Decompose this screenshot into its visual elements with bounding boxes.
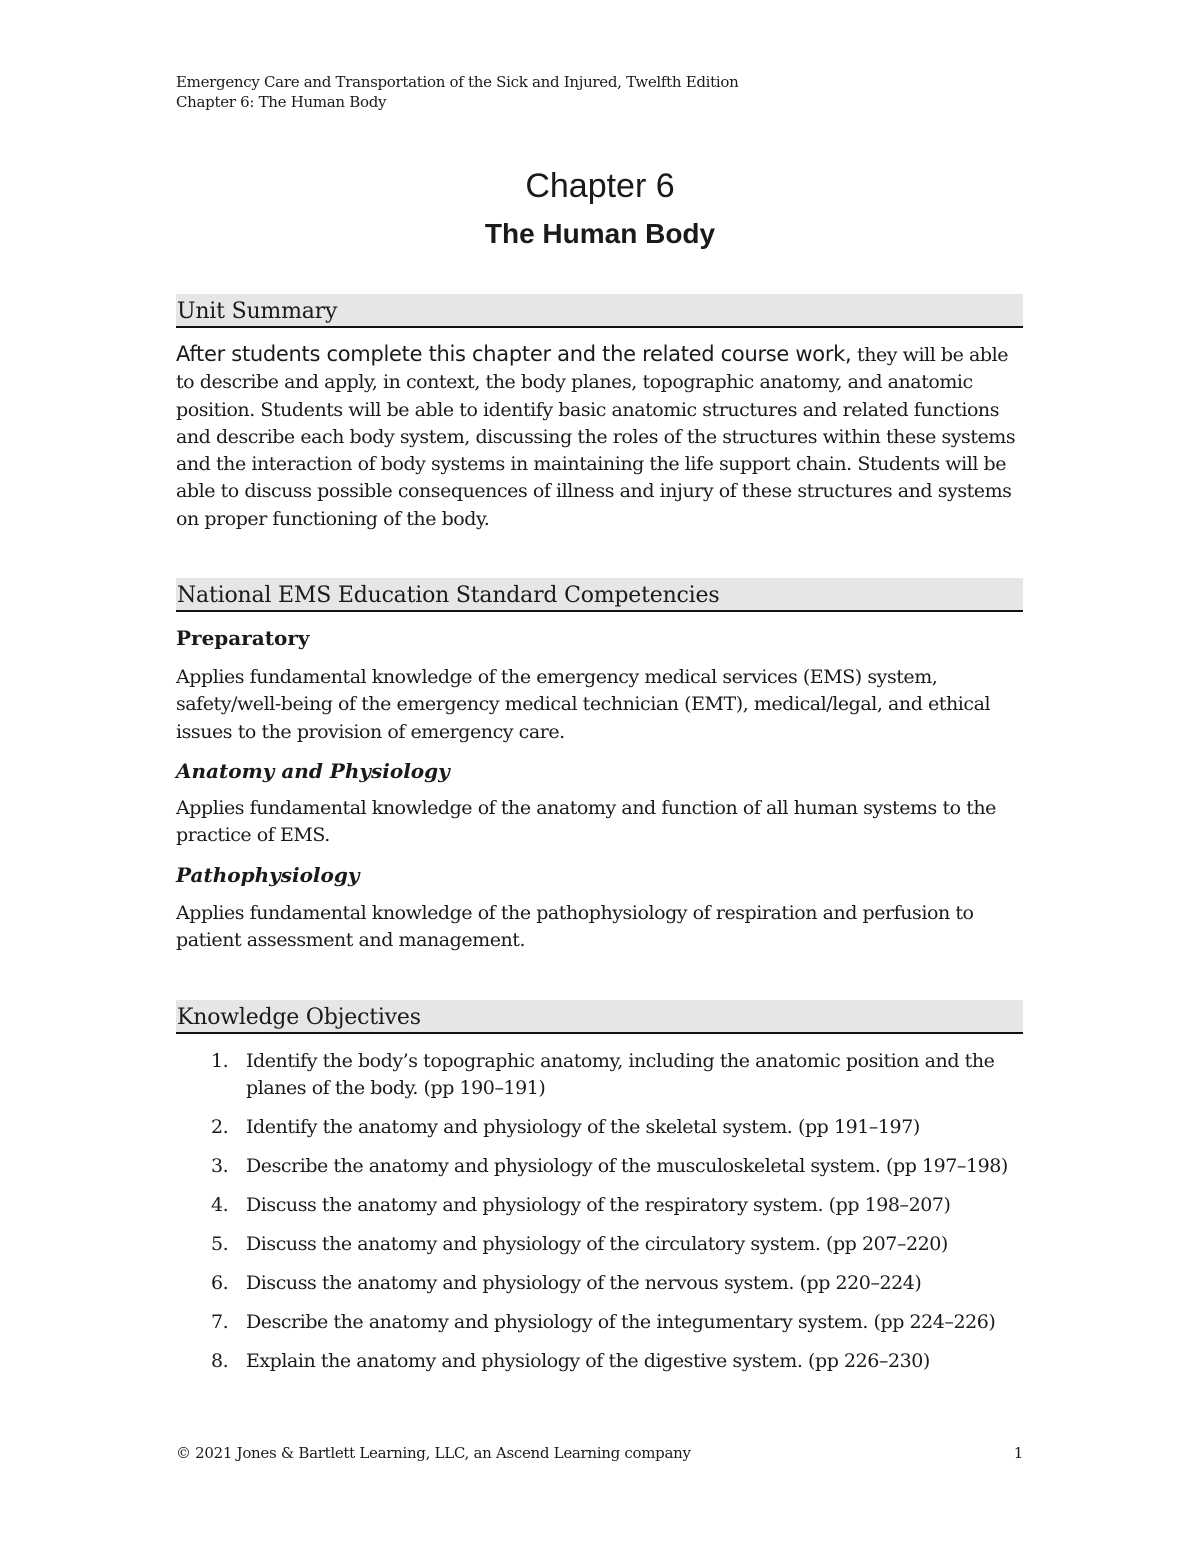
section-heading-unit-summary: Unit Summary xyxy=(176,294,1023,328)
list-item xyxy=(176,1153,1026,1180)
chapter-line: Chapter 6: The Human Body xyxy=(176,93,387,111)
list-item-text: Identify the body’s topographic anatomy, including the anatomic position and the planes of the body. (pp 190–191) xyxy=(246,1050,995,1099)
list-item xyxy=(176,1231,1026,1258)
list-item-text: Explain the anatomy and physiology of the digestive system. (pp 226–230) xyxy=(246,1350,930,1372)
list-item-text: Discuss the anatomy and physiology of the nervous system. (pp 220–224) xyxy=(246,1272,922,1294)
list-item xyxy=(176,1192,1026,1219)
list-item-number: 1. xyxy=(211,1050,229,1072)
list-item xyxy=(176,1048,1026,1102)
list-item xyxy=(176,1309,1026,1336)
unit-summary-text: they will be able to describe and apply, in context, the body planes, topographic anatomy, and anatomic position. Students will be able to identify basic anatomic structures and related functions and describe each body system, discussing the roles of the structures within these systems and the interaction of body systems in maintaining the life support chain. Students will be able to discuss possible consequences of illness and injury of these structures and systems on proper functioning of the body. xyxy=(176,344,1016,530)
list-item xyxy=(176,1114,1026,1141)
pathophysiology-paragraph: Applies fundamental knowledge of the pathophysiology of respiration and perfusion to patient assessment and management. xyxy=(176,902,974,952)
running-header xyxy=(176,72,738,112)
list-item xyxy=(176,1270,1026,1297)
anatomy-paragraph: Applies fundamental knowledge of the anatomy and function of all human systems to the practice of EMS. xyxy=(176,797,996,847)
list-item-number: 4. xyxy=(211,1194,229,1216)
list-item-number: 6. xyxy=(211,1272,229,1294)
subheading-preparatory: Preparatory xyxy=(176,626,310,650)
unit-summary-lead: After students complete this chapter and the related course work, xyxy=(176,342,852,366)
list-item-number: 8. xyxy=(211,1350,229,1372)
page-title: Chapter 6 xyxy=(525,167,675,205)
page-footer xyxy=(176,1442,1023,1464)
objectives-list xyxy=(176,1048,1026,1387)
list-item-text: Identify the anatomy and physiology of the skeletal system. (pp 191–197) xyxy=(246,1116,920,1138)
list-item-text: Describe the anatomy and physiology of the musculoskeletal system. (pp 197–198) xyxy=(246,1155,1008,1177)
unit-summary-paragraph xyxy=(176,341,1026,533)
list-item-number: 7. xyxy=(211,1311,229,1333)
page-number: 1 xyxy=(1013,1444,1023,1462)
page-subtitle: The Human Body xyxy=(484,218,716,249)
title-block xyxy=(0,164,1200,252)
copyright-notice: © 2021 Jones & Bartlett Learning, LLC, an Ascend Learning company xyxy=(176,1444,691,1462)
subheading-anatomy-physiology: Anatomy and Physiology xyxy=(176,759,450,783)
list-item-number: 2. xyxy=(211,1116,229,1138)
list-item xyxy=(176,1348,1026,1375)
list-item-number: 5. xyxy=(211,1233,229,1255)
section-heading-competencies: National EMS Education Standard Competencies xyxy=(176,578,1023,612)
list-item-text: Discuss the anatomy and physiology of the respiratory system. (pp 198–207) xyxy=(246,1194,951,1216)
list-item-text: Discuss the anatomy and physiology of the circulatory system. (pp 207–220) xyxy=(246,1233,948,1255)
preparatory-paragraph: Applies fundamental knowledge of the emergency medical services (EMS) system, safety/well-being of the emergency medical technician (EMT), medical/legal, and ethical issues to the provision of emergency care. xyxy=(176,666,991,743)
subheading-pathophysiology: Pathophysiology xyxy=(176,863,360,887)
section-heading-knowledge-objectives: Knowledge Objectives xyxy=(176,1000,1023,1034)
list-item-number: 3. xyxy=(211,1155,229,1177)
list-item-text: Describe the anatomy and physiology of the integumentary system. (pp 224–226) xyxy=(246,1311,996,1333)
book-title: Emergency Care and Transportation of the Sick and Injured, Twelfth Edition xyxy=(176,73,739,91)
